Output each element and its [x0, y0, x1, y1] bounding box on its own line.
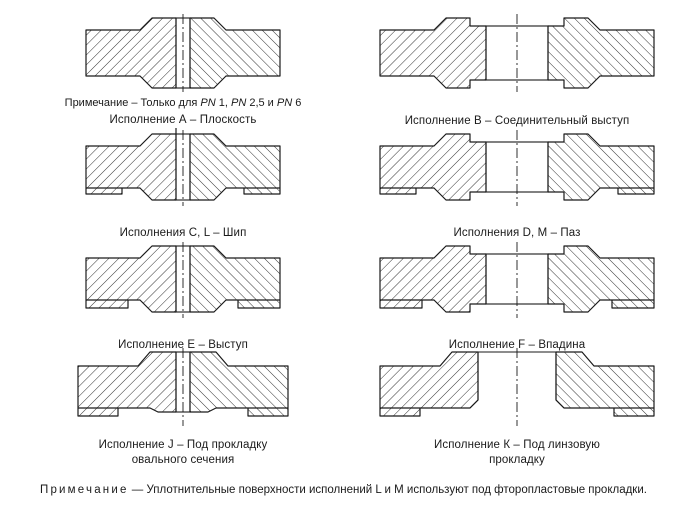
- figure-k-caption: [352, 438, 682, 468]
- figure-a-note: Примечание – Только для PN 1, PN 2,5 и PN 6: [64, 97, 302, 109]
- figure-k-caption-line1: Исполнение К – Под линзовую: [434, 439, 600, 451]
- flange-type-c-l-drawing: [18, 128, 348, 206]
- figure-j-caption-line2: овального сечения: [131, 454, 235, 466]
- figure-block-k: [352, 348, 682, 468]
- flange-type-j-drawing: [18, 348, 348, 426]
- figure-block-d-m: [352, 128, 682, 241]
- footnote-dash: —: [131, 484, 144, 496]
- flange-type-a-drawing: [18, 14, 348, 92]
- flange-type-f-drawing: [352, 240, 682, 318]
- figure-f-caption: Исполнение F – Впадина: [448, 339, 586, 351]
- figure-a-caption: Исполнение А – Плоскость: [109, 114, 257, 126]
- figure-k-caption-line2: прокладку: [489, 454, 545, 466]
- figure-block-e: [18, 240, 348, 353]
- figure-block-j: [18, 348, 348, 468]
- footnote-text: Уплотнительные поверхности исполнений L и M используют под фторопластовые прокладки.: [146, 484, 647, 496]
- figure-c-l-caption: Исполнения С, L – Шип: [119, 227, 247, 239]
- flange-type-k-drawing: [352, 348, 682, 426]
- figure-b-caption: Исполнение В – Соединительный выступ: [404, 115, 630, 127]
- flange-type-d-m-drawing: [352, 128, 682, 206]
- flange-type-e-drawing: [18, 240, 348, 318]
- figure-block-b: [352, 14, 682, 129]
- figure-block-a: [18, 14, 348, 128]
- figure-e-caption: Исполнение Е – Выступ: [118, 339, 248, 351]
- figure-block-c-l: [18, 128, 348, 241]
- footnote-label: Примечание: [40, 484, 129, 496]
- figure-j-caption: [18, 438, 348, 468]
- footnote: [40, 482, 670, 498]
- flange-type-b-drawing: [352, 14, 682, 92]
- figure-block-f: [352, 240, 682, 353]
- figure-d-m-caption: Исполнения D, M – Паз: [453, 227, 581, 239]
- figure-j-caption-line1: Исполнение J – Под прокладку: [98, 439, 268, 451]
